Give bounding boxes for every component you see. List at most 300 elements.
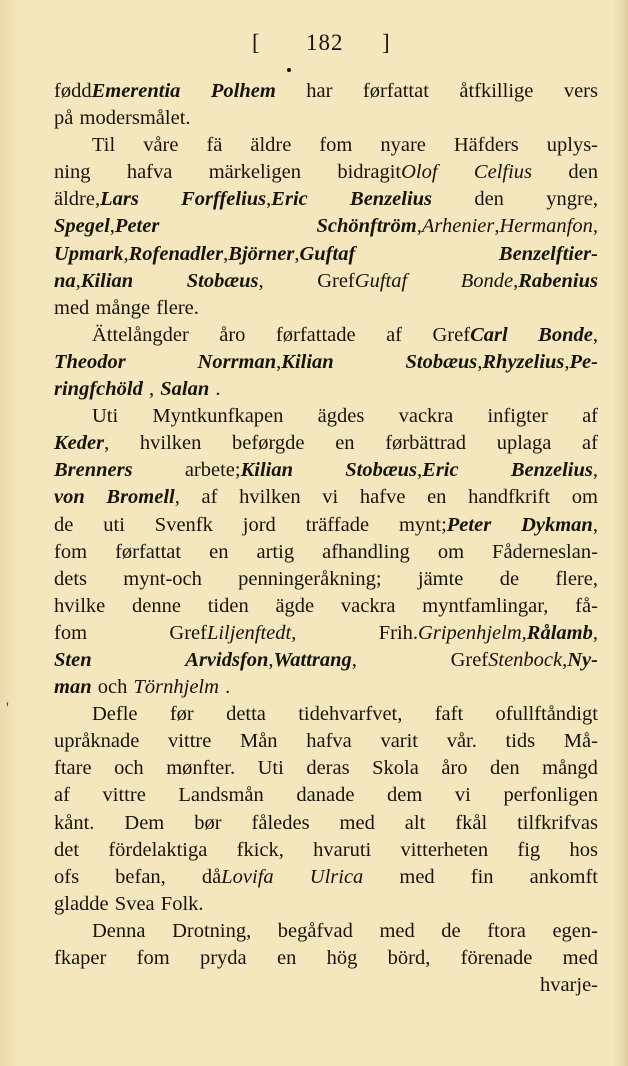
- word: af: [582, 432, 598, 455]
- text-line: [54, 213, 598, 240]
- word: ,: [104, 432, 110, 455]
- word: hög: [326, 947, 358, 969]
- page-header: [0, 30, 628, 60]
- word: ,: [109, 215, 115, 238]
- word: de: [54, 513, 74, 536]
- word: nyare: [380, 134, 426, 157]
- text-line: [54, 728, 598, 755]
- word: ,: [276, 350, 282, 373]
- word: de: [441, 919, 461, 942]
- word: uplaga: [496, 432, 552, 455]
- name-word: Liljenftedt: [206, 621, 292, 644]
- word: fä: [206, 134, 223, 157]
- name-word: Rhyzelius: [482, 350, 565, 373]
- word: upråknade: [54, 730, 140, 753]
- word: åtfkillige: [459, 80, 534, 102]
- word: våre: [143, 134, 179, 157]
- word: med: [54, 296, 90, 319]
- word: .: [225, 676, 231, 699]
- word-group: [379, 620, 598, 647]
- word-group: [202, 864, 274, 891]
- word-group: [198, 349, 334, 376]
- name-word: na: [54, 269, 76, 292]
- word: ,: [564, 350, 570, 373]
- word: Defle: [92, 703, 138, 726]
- word: träffade: [305, 513, 370, 536]
- word: de: [499, 567, 520, 590]
- word: Frih.: [378, 621, 419, 644]
- word: førfattade: [275, 323, 356, 346]
- word-group: [54, 78, 180, 105]
- word: ftora: [487, 919, 526, 942]
- word: myntfamlingar,: [422, 594, 549, 617]
- word-group: [337, 159, 437, 186]
- word: på: [54, 107, 74, 130]
- name-word: Keder: [54, 432, 105, 455]
- text-line: [54, 268, 598, 295]
- word: ägde: [275, 594, 315, 617]
- word: mønfter.: [166, 757, 236, 780]
- word-group: [185, 457, 293, 484]
- printer-dot-mark: [287, 68, 291, 72]
- text-line: [54, 864, 598, 891]
- margin-mark: ': [6, 700, 9, 717]
- word: åro: [219, 323, 246, 346]
- name-word: Bonde: [538, 323, 593, 346]
- word: med: [399, 865, 435, 888]
- name-word: Lars: [100, 188, 139, 211]
- name-word: Eric: [271, 188, 308, 211]
- name-word: Kilian: [281, 350, 334, 373]
- word: ,: [494, 215, 500, 238]
- word: fkick,: [236, 838, 284, 861]
- word-group: [106, 484, 179, 511]
- word: jord: [242, 513, 276, 536]
- word: märkeligen: [208, 161, 301, 184]
- word: Svea: [114, 892, 155, 915]
- word: flere.: [156, 296, 199, 319]
- word: af: [386, 323, 403, 346]
- word: Skola: [372, 757, 419, 780]
- word: tids: [505, 730, 536, 753]
- word: ofullftåndigt: [495, 703, 598, 726]
- name-word: Lovifa: [221, 865, 274, 888]
- text-line: [54, 810, 598, 837]
- word: ,: [513, 269, 519, 292]
- word: ,: [592, 323, 598, 346]
- text-line: [54, 78, 598, 105]
- word: hafva: [126, 161, 173, 184]
- word: ,: [266, 188, 272, 211]
- name-word: Celfius: [473, 161, 533, 184]
- name-word: Polhem: [210, 80, 276, 102]
- text-line: [54, 159, 598, 186]
- word: vitterheten: [400, 838, 489, 861]
- word: tiden: [207, 594, 249, 617]
- name-word: Emerentia: [91, 80, 181, 102]
- word: hvilken: [139, 432, 202, 455]
- word: før: [169, 703, 194, 726]
- name-word: ringfchöld: [54, 378, 143, 401]
- word: uti: [103, 513, 125, 536]
- word: äldre,: [54, 188, 101, 211]
- word: fødd: [54, 80, 92, 102]
- name-word: Ny-: [567, 648, 598, 671]
- name-word: Norrman: [197, 350, 277, 373]
- text-line: [54, 918, 598, 945]
- text-line: [54, 186, 598, 213]
- name-word: Spegel: [54, 215, 110, 238]
- word: Häfders: [453, 134, 519, 157]
- word: ,: [291, 621, 297, 644]
- word: om: [571, 486, 598, 509]
- word: ,: [75, 269, 81, 292]
- name-word: Sten: [54, 648, 92, 671]
- word-group: [433, 322, 508, 349]
- word-group: [461, 268, 598, 295]
- word: Denna: [92, 919, 146, 942]
- word-group: [181, 186, 308, 213]
- word: vår.: [446, 730, 477, 753]
- name-word: Benzelius: [510, 459, 593, 482]
- name-word: Wattrang: [273, 648, 352, 671]
- word: detta: [226, 703, 266, 726]
- word: förenade: [460, 947, 533, 969]
- word: pryda: [199, 947, 247, 969]
- word: deras: [306, 757, 350, 780]
- word: Gref: [317, 269, 355, 292]
- word: ,: [521, 621, 527, 644]
- text-line: [54, 837, 598, 864]
- word: befan,: [115, 865, 166, 888]
- name-word: Stobæus: [186, 269, 259, 292]
- name-word: Bromell: [106, 486, 175, 509]
- word: alt: [404, 811, 426, 834]
- word: hvaruti: [313, 838, 372, 861]
- word: yngre,: [546, 188, 598, 211]
- word: ,: [351, 648, 357, 671]
- word-group: [187, 268, 264, 295]
- word: ,: [258, 269, 264, 292]
- word: afhandling: [322, 540, 410, 563]
- word: arbete;: [184, 459, 241, 482]
- text-line: [54, 539, 598, 566]
- name-word: Hermanfon: [499, 215, 593, 238]
- word-group: [521, 512, 598, 539]
- word-group: [405, 349, 598, 376]
- text-line: [54, 403, 598, 430]
- word: gladde: [54, 892, 109, 915]
- name-word: Benzelius: [350, 188, 433, 211]
- text-line: [54, 484, 598, 511]
- word: få-: [575, 594, 598, 617]
- word: ,: [223, 242, 229, 265]
- word: ofs: [54, 865, 80, 888]
- word: med: [339, 811, 375, 834]
- text-line: [54, 972, 598, 999]
- word: ,: [149, 378, 155, 401]
- name-word: Eric: [422, 459, 459, 482]
- word: faft: [434, 703, 464, 726]
- text-line: [54, 566, 598, 593]
- word: ,: [477, 350, 483, 373]
- header-bracket-left: [: [252, 30, 260, 55]
- word: och: [97, 676, 128, 699]
- word: Gref: [169, 621, 207, 644]
- word: Myntkunfkapen: [152, 405, 284, 428]
- text-line: [54, 755, 598, 782]
- word: handfkrift: [468, 486, 551, 509]
- name-word: Salan: [160, 378, 210, 401]
- word: vers: [563, 80, 598, 102]
- word: Mån: [239, 730, 278, 753]
- word: en: [335, 432, 355, 455]
- word: denne: [132, 594, 181, 617]
- word: jämte: [417, 567, 464, 590]
- text-line: [54, 241, 598, 268]
- word: Svenfk: [154, 513, 213, 536]
- word: den: [568, 161, 598, 184]
- word: och: [114, 757, 144, 780]
- name-word: von: [54, 486, 85, 509]
- name-word: Rofenadler: [128, 242, 224, 265]
- name-word: Arvidsfon: [185, 648, 269, 671]
- word: tilfkrifvas: [517, 811, 598, 834]
- word: bidragit: [337, 161, 402, 184]
- word: fig: [517, 838, 541, 861]
- page-number: 182: [306, 30, 344, 55]
- text-line: [54, 457, 598, 484]
- word: ,: [592, 513, 598, 536]
- word: hvilke: [54, 594, 106, 617]
- word: Gref: [450, 648, 489, 671]
- text-line: [54, 349, 598, 376]
- name-word: Rabenius: [518, 269, 598, 292]
- name-word: Forffelius: [181, 188, 267, 211]
- word-group: [317, 268, 407, 295]
- word: ftare: [54, 757, 92, 780]
- word: hafve: [359, 486, 406, 509]
- word: ,: [562, 648, 568, 671]
- word: Uti: [92, 405, 119, 428]
- word: Gref: [432, 323, 471, 346]
- word-group: [54, 268, 133, 295]
- word: börd,: [387, 947, 431, 969]
- word-group: [185, 647, 357, 674]
- word: vi: [322, 486, 339, 509]
- name-word: Björner: [228, 242, 295, 265]
- name-word: Stobæus: [405, 350, 478, 373]
- word: en: [427, 486, 447, 509]
- word: hafva: [306, 730, 352, 753]
- text-line: [54, 701, 598, 728]
- word: flere,: [555, 567, 598, 590]
- word-group: [169, 620, 296, 647]
- word: Uti: [257, 757, 284, 780]
- text-line: [54, 295, 598, 322]
- word: fkaper: [54, 947, 107, 969]
- word: vackra: [398, 405, 454, 428]
- name-word: Schönftröm: [316, 215, 417, 238]
- word: hos: [569, 838, 598, 861]
- name-word: Bonde: [460, 269, 514, 292]
- name-word: Dykman: [521, 513, 593, 536]
- word: Folk.: [160, 892, 204, 915]
- text-line: [54, 891, 598, 918]
- name-word: Ulrica: [309, 865, 364, 888]
- word: beførgde: [232, 432, 305, 455]
- word-group: [54, 376, 221, 403]
- text-line: [54, 430, 598, 457]
- word-group: [54, 241, 355, 268]
- text-line: [54, 945, 598, 972]
- word: af: [54, 784, 70, 807]
- text-line: [54, 782, 598, 809]
- word: ägdes: [317, 405, 365, 428]
- word: mynt;: [398, 513, 447, 536]
- word: Til: [92, 134, 116, 157]
- name-word: Peter: [446, 513, 492, 536]
- word-group: [54, 213, 159, 240]
- name-word: Kilian: [240, 459, 294, 482]
- name-word: Brenners: [54, 459, 133, 482]
- word: begåfvad: [277, 919, 353, 942]
- text-line: [54, 647, 598, 674]
- word: fom: [54, 621, 88, 644]
- name-word: Gripenhjelm: [418, 621, 522, 644]
- word: fkål: [455, 811, 488, 834]
- word-group: [399, 512, 491, 539]
- name-word: Upmark: [54, 242, 124, 265]
- word: ,: [174, 486, 180, 509]
- word: danade: [296, 784, 355, 807]
- word: hvarje-: [539, 974, 598, 997]
- word: fom: [319, 134, 353, 157]
- word: ,: [416, 215, 422, 238]
- word: modersmålet.: [79, 107, 191, 130]
- text-line: [54, 376, 598, 403]
- word: vittre: [102, 784, 146, 807]
- word: den: [490, 757, 520, 780]
- word: .: [215, 378, 221, 401]
- word: har: [306, 80, 333, 102]
- word: ankomft: [529, 865, 598, 888]
- name-word: Guftaf: [299, 242, 356, 265]
- word: infigter: [487, 405, 548, 428]
- word: ,: [294, 242, 300, 265]
- name-word: Peter: [114, 215, 160, 238]
- word: ,: [592, 621, 598, 644]
- text-line: [54, 674, 598, 701]
- word: mångd: [542, 757, 598, 780]
- word: vi: [454, 784, 471, 807]
- word: egen-: [552, 919, 598, 942]
- word: perfonligen: [503, 784, 598, 807]
- name-word: Carl: [470, 323, 508, 346]
- name-word: Kilian: [80, 269, 134, 292]
- word-group: [451, 647, 598, 674]
- name-word: Törnhjelm: [133, 676, 219, 699]
- text-line: [54, 322, 598, 349]
- word: med: [379, 919, 415, 942]
- word: ,: [592, 215, 598, 238]
- word: med: [562, 947, 598, 969]
- word: bør: [194, 811, 222, 834]
- text-line: [54, 512, 598, 539]
- name-word: man: [54, 676, 92, 699]
- word: Ättelångder: [92, 323, 189, 346]
- word: fin: [470, 865, 494, 888]
- word: tidehvarfvet,: [298, 703, 403, 726]
- name-word: Benzelftier-: [498, 242, 598, 265]
- word: åro: [441, 757, 468, 780]
- name-word: Arhenier: [421, 215, 495, 238]
- word: månge: [95, 296, 151, 319]
- word: af: [582, 405, 598, 428]
- word: då: [201, 865, 222, 888]
- word-group: [316, 213, 598, 240]
- word: Drotning,: [172, 919, 252, 942]
- word: Må-: [563, 730, 598, 753]
- word: ning: [54, 161, 91, 184]
- text-line: [54, 593, 598, 620]
- name-word: Stobæus: [345, 459, 418, 482]
- word-group: [538, 322, 598, 349]
- word: ,: [268, 648, 274, 671]
- word: det: [54, 838, 80, 861]
- word: en: [209, 540, 229, 563]
- word: fom: [54, 540, 88, 563]
- word: ,: [592, 459, 598, 482]
- word: den: [474, 188, 504, 211]
- word-group: [98, 674, 230, 701]
- word: førbättrad: [385, 432, 467, 455]
- name-word: Pe-: [569, 350, 598, 373]
- word: vittre: [168, 730, 212, 753]
- word-group: [511, 457, 598, 484]
- text-line: [54, 620, 598, 647]
- word: en: [276, 947, 297, 969]
- text-line: [54, 132, 598, 159]
- word: førfattat: [362, 80, 429, 102]
- name-word: Guftaf: [354, 269, 408, 292]
- word: fåledes: [251, 811, 310, 834]
- word: vackra: [340, 594, 396, 617]
- text-line: [54, 105, 598, 132]
- word-group: [54, 430, 109, 457]
- word: Dem: [124, 811, 165, 834]
- word: Landsmån: [178, 784, 264, 807]
- name-word: Stenbock: [488, 648, 563, 671]
- word: penningeråkning;: [238, 567, 382, 590]
- word: hvilken: [239, 486, 301, 509]
- word: ,: [123, 242, 129, 265]
- word: uplys-: [546, 134, 598, 157]
- word-group: [345, 457, 458, 484]
- word: førfattat: [115, 540, 182, 563]
- word: mynt-och: [123, 567, 202, 590]
- header-bracket-right: ]: [382, 30, 390, 55]
- word: Fåderneslan-: [492, 540, 598, 563]
- word: äldre: [250, 134, 292, 157]
- word: af: [201, 486, 218, 509]
- word: fördelaktiga: [108, 838, 208, 861]
- word-group: [54, 186, 139, 213]
- word: dem: [387, 784, 423, 807]
- name-word: Olof: [401, 161, 438, 184]
- word: om: [437, 540, 465, 563]
- word: fom: [136, 947, 170, 969]
